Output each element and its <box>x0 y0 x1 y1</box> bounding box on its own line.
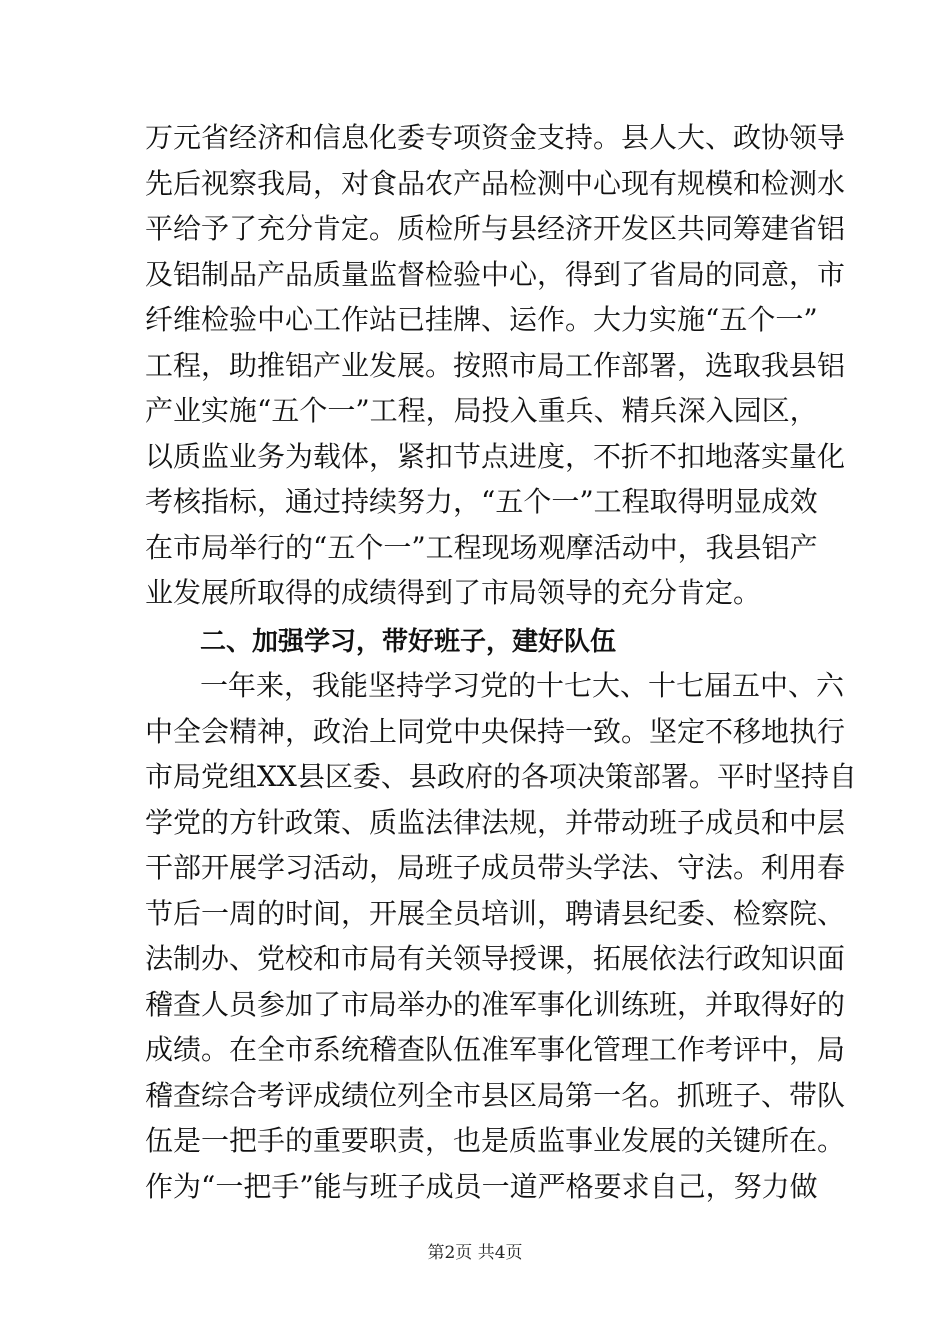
text-line: 产业实施“五个一”工程，局投入重兵、精兵深入园区， <box>145 394 818 427</box>
text-line: 业发展所取得的成绩得到了市局领导的充分肯定。 <box>145 576 762 609</box>
text-line: 工程，助推铝产业发展。按照市局工作部署，选取我县铝 <box>145 348 846 382</box>
text-line: 万元省经济和信息化委专项资金支持。县人大、政协领导 <box>145 121 846 154</box>
text-line: 在市局举行的“五个一”工程现场观摩活动中，我县铝产 <box>145 530 818 564</box>
text-line: 平给予了充分肯定。质检所与县经济开发区共同筹建省铝 <box>145 212 846 245</box>
text-line: 中全会精神，政治上同党中央保持一致。坚定不移地执行 <box>145 714 846 748</box>
text-line: 市局党组XX县区委、县政府的各项决策部署。平时坚持自 <box>145 760 857 793</box>
text-line: 伍是一把手的重要职责，也是质监事业发展的关键所在。 <box>145 1124 846 1157</box>
text-line: 干部开展学习活动，局班子成员带头学法、守法。利用春 <box>145 851 846 884</box>
text-line: 一年来，我能坚持学习党的十七大、十七届五中、六 <box>200 669 845 702</box>
text-line: 以质监业务为载体，紧扣节点进度，不折不扣地落实量化 <box>145 439 846 473</box>
text-line: 考核指标，通过持续努力，“五个一”工程取得明显成效 <box>145 485 818 518</box>
text-line: 稽查人员参加了市局举办的准军事化训练班，并取得好的 <box>145 987 846 1021</box>
text-line: 成绩。在全市系统稽查队伍准军事化管理工作考评中，局 <box>145 1033 846 1066</box>
section-heading: 二、加强学习，带好班子，建好队伍 <box>200 627 617 657</box>
text-line: 稽查综合考评成绩位列全市县区局第一名。抓班子、带队 <box>145 1078 846 1112</box>
text-line: 及铝制品产品质量监督检验中心，得到了省局的同意，市 <box>145 257 846 291</box>
page-footer: 第2页 共4页 <box>427 1243 523 1263</box>
text-line: 作为“一把手”能与班子成员一道严格要求自己，努力做 <box>145 1169 818 1203</box>
text-line: 学党的方针政策、质监法律法规，并带动班子成员和中层 <box>145 805 846 839</box>
text-line: 节后一周的时间，开展全员培训，聘请县纪委、检察院、 <box>145 896 846 930</box>
text-line: 先后视察我局，对食品农产品检测中心现有规模和检测水 <box>145 166 846 200</box>
text-line: 纤维检验中心工作站已挂牌、运作。大力实施“五个一” <box>145 303 818 336</box>
text-line: 法制办、党校和市局有关领导授课，拓展依法行政知识面 <box>145 942 846 975</box>
